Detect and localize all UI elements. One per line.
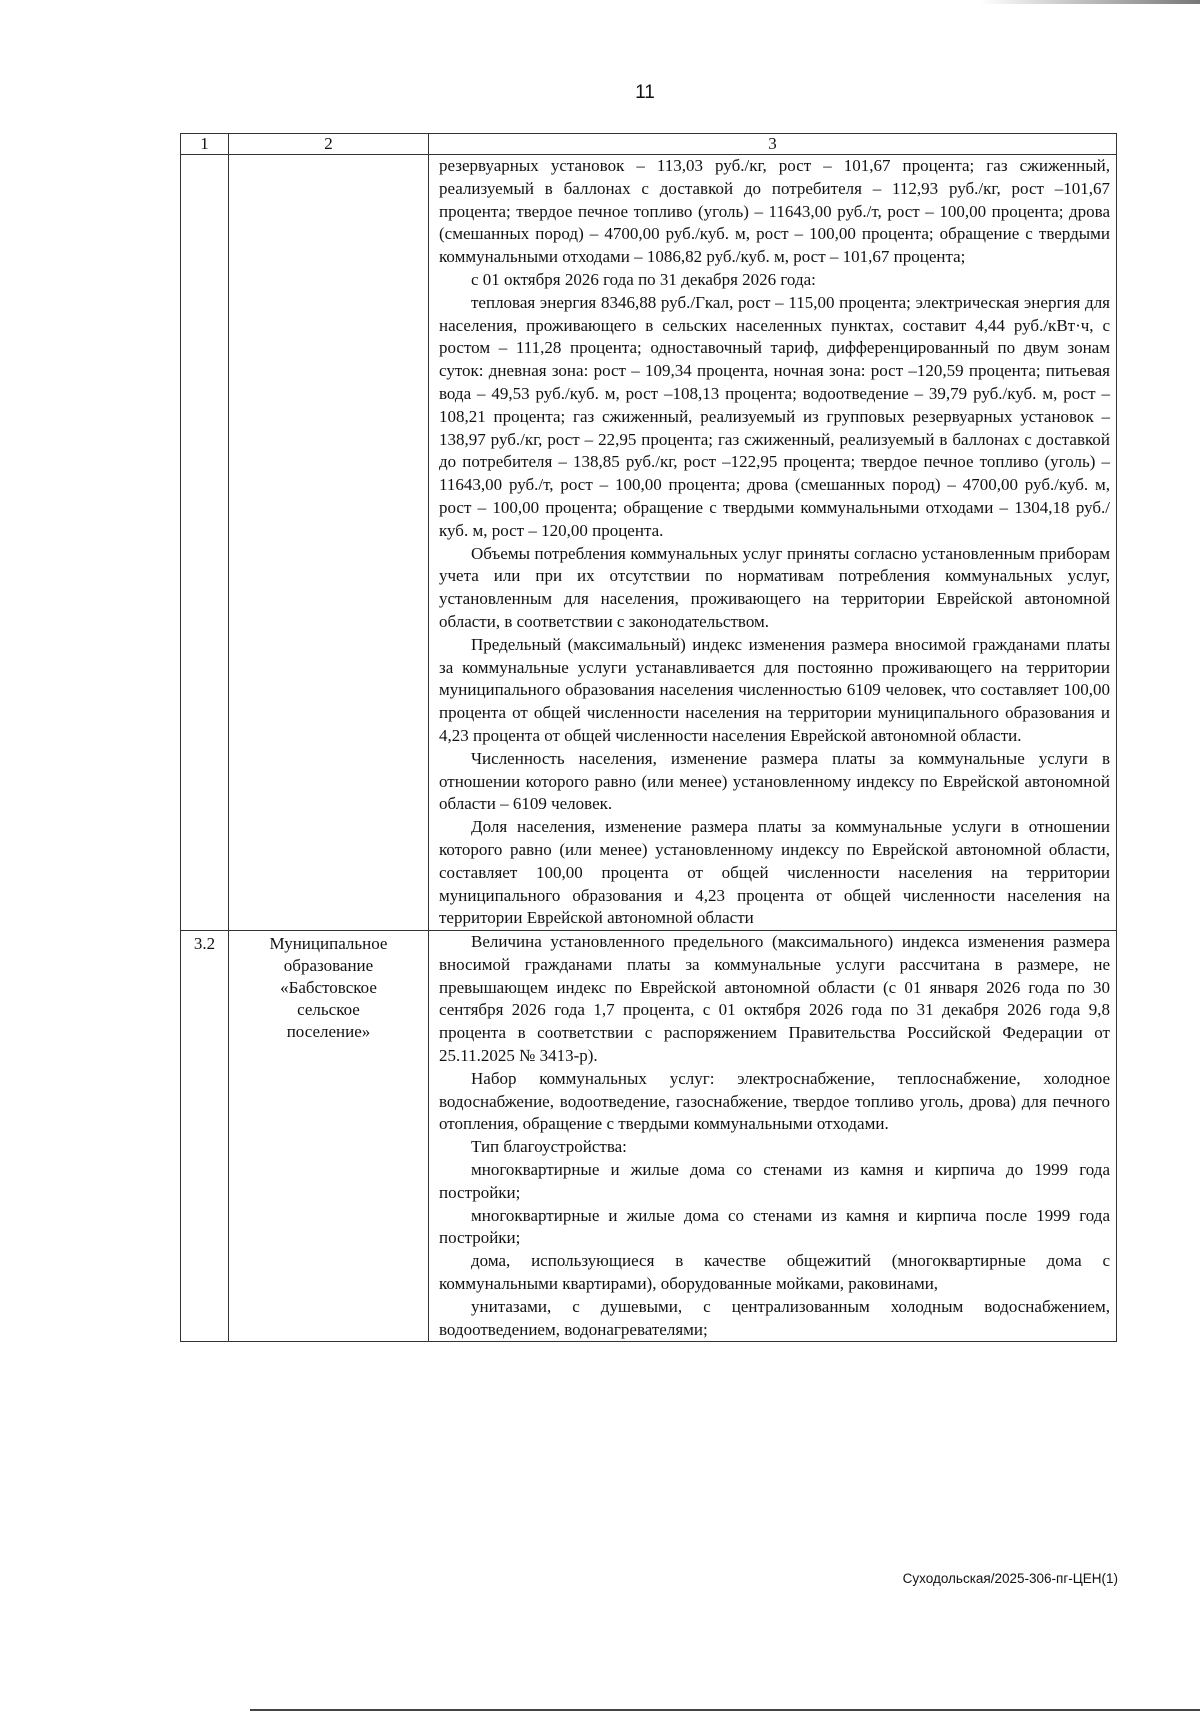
row-org-cell bbox=[229, 931, 429, 1342]
scan-artifact bbox=[980, 0, 1200, 4]
org-name-line: сельское bbox=[297, 1000, 360, 1020]
org-name-line: Муниципальное bbox=[269, 934, 388, 954]
org-name-line: поселение» bbox=[286, 1022, 371, 1042]
row2-paragraph: Тип благоустройства: bbox=[471, 1137, 627, 1157]
row2-paragraph: многоквартирные и жилые дома со стенами из камня и кирпича до 1999 года постройки; bbox=[439, 1160, 1110, 1202]
header-col-3: 3 bbox=[429, 134, 1117, 155]
row2-paragraph: Величина установленного предельного (максимального) индекса изменения размера вносимой гражданами платы за коммунальные услуги рассчитана в размере, не превышающем индекс по Еврейской автономной области (с 01 января 2026 года по 30 сентября 2026 года 1,7 процента, с 01 октября 2026 года по 31 декабря 2026 года 9,8 процента в соответствии с распоряжением Правительства Российской Федерации от 25.11.2025 № 3413-р). bbox=[439, 932, 1110, 1066]
row-number-cell: 3.2 bbox=[181, 931, 229, 1342]
row1-paragraph: тепловая энергия 8346,88 руб./Гкал, рост – 115,00 процента; электрическая энергия для населения, проживающего в сельских населенных пунктах, составит 4,44 руб./кВт·ч, с ростом – 111,28 процента; одноставочный тариф, дифференцированный по двум зонам суток: дневная зона: рост – 109,34 процента, ночная зона: рост –120,59 процента; питьевая вода – 49,53 руб./куб. м, рост –108,13 процента; водоотведение – 39,79 руб./куб. м, рост – 108,21 процента; газ сжиженный, реализуемый из групповых резервуарных установок – 138,97 руб./кг, рост – 22,95 процента; газ сжиженный, реализуемый в баллонах с доставкой до потребителя – 138,85 руб./кг, рост –122,95 процента; твердое печное топливо (уголь) – 11643,00 руб./т, рост – 100,00 процента; дрова (смешанных пород) – 4700,00 руб./куб. м, рост – 100,00 процента; обращение с твердыми коммунальными отходами – 1304,18 руб./куб. м, рост – 120,00 процента. bbox=[439, 292, 1110, 540]
header-col-1: 1 bbox=[181, 134, 229, 155]
table-row bbox=[181, 931, 1117, 1342]
row1-paragraph: резервуарных установок – 113,03 руб./кг, рост – 101,67 процента; газ сжиженный, реализуемый в баллонах с доставкой до потребителя – 112,93 руб./кг, рост –101,67 процента; твердое печное топливо (уголь) – 11643,00 руб./т, рост – 100,00 процента; дрова (смешанных пород) – 4700,00 руб./куб. м, рост – 100,00 процента; обращение с твердыми коммунальными отходами – 1086,82 руб./куб. м, рост – 101,67 процента; bbox=[439, 156, 1110, 267]
table-row bbox=[181, 155, 1117, 931]
row2-paragraph: Набор коммунальных услуг: электроснабжение, теплоснабжение, холодное водоснабжение, водоотведение, газоснабжение, твердое топливо уголь, дрова) для печного отопления, обращение с твердыми коммунальными отходами. bbox=[439, 1068, 1110, 1134]
row2-paragraph: унитазами, с душевыми, с централизованным холодным водоснабжением, водоотведением, водонагревателями; bbox=[439, 1296, 1110, 1339]
row2-paragraph: многоквартирные и жилые дома со стенами из камня и кирпича после 1999 года постройки; bbox=[439, 1205, 1110, 1248]
row-text-cell bbox=[429, 155, 1117, 931]
table-header-row bbox=[181, 134, 1117, 155]
page-number: 11 bbox=[635, 82, 655, 103]
document-code: Суходольская/2025-306-пг-ЦЕН(1) bbox=[902, 1571, 1118, 1586]
row-org-cell bbox=[229, 155, 429, 931]
header-col-2: 2 bbox=[229, 134, 429, 155]
org-name-line: «Бабстовское bbox=[280, 978, 377, 998]
row1-paragraph: Доля населения, изменение размера платы за коммунальные услуги в отношении которого равно (или менее) установленному индексу по Еврейской автономной области, составляет 100,00 процента от общей численности населения на территории муниципального образования и 4,23 процента от общей численности населения на территории Еврейской автономной области bbox=[439, 817, 1110, 928]
row2-paragraph: дома, использующиеся в качестве общежитий (многоквартирные дома с коммунальными квартирами), оборудованные мойками, раковинами, bbox=[439, 1251, 1110, 1294]
row1-paragraph: Объемы потребления коммунальных услуг приняты согласно установленным приборам учета или при их отсутствии по нормативам потребления коммунальных услуг, установленным для населения, проживающего на территории Еврейской автономной области, в соответствии с законодательством. bbox=[439, 543, 1110, 631]
row-text-cell bbox=[429, 931, 1117, 1342]
row1-paragraph: Численность населения, изменение размера платы за коммунальные услуги в отношении которого равно (или менее) установленному индексу по Еврейской автономной области – 6109 человек. bbox=[439, 748, 1110, 814]
row-number-cell bbox=[181, 155, 229, 931]
org-name-line: образование bbox=[283, 956, 374, 976]
document-table bbox=[180, 133, 1117, 1342]
row1-paragraph: Предельный (максимальный) индекс изменения размера вносимой гражданами платы за коммунальные услуги устанавливается для постоянно проживающего на территории муниципального образования населения численностью 6109 человек, что составляет 100,00 процента от общей численности населения на территории муниципального образования и 4,23 процента от общей численности населения Еврейской автономной области. bbox=[439, 634, 1110, 745]
row1-paragraph: с 01 октября 2026 года по 31 декабря 2026 года: bbox=[471, 269, 816, 289]
